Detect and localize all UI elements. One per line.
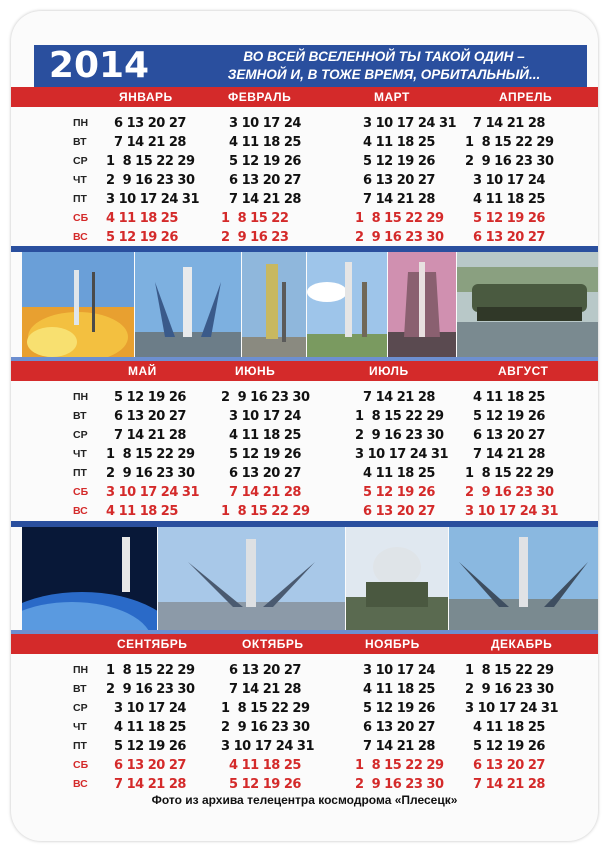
calendar-dates: 4 11 18 25 <box>221 428 301 443</box>
calendar-dates: 2 9 16 23 30 <box>221 390 310 405</box>
calendar-dates: 3 10 17 24 <box>221 116 301 131</box>
calendar-dates: 3 10 17 24 31 <box>106 192 200 207</box>
calendar-dates: 2 9 16 23 30 <box>355 428 444 443</box>
calendar-dates: 6 13 20 27 <box>355 504 435 519</box>
earth-rocket-photo <box>22 527 157 632</box>
service-tower-photo <box>388 252 456 357</box>
day-name: ПТ <box>73 193 87 205</box>
day-name: ВТ <box>73 683 87 695</box>
day-name: ВС <box>73 505 88 517</box>
calendar-dates: 6 13 20 27 <box>106 758 186 773</box>
calendar-dates: 7 14 21 28 <box>221 485 301 500</box>
day-name: ПН <box>73 664 89 676</box>
month-name: МАРТ <box>374 90 410 104</box>
calendar-dates: 4 11 18 25 <box>465 192 545 207</box>
calendar-dates: 7 14 21 28 <box>465 116 545 131</box>
month-name: АВГУСТ <box>498 364 549 378</box>
month-name: ФЕВРАЛЬ <box>228 90 292 104</box>
calendar-dates: 2 9 16 23 30 <box>106 682 195 697</box>
calendar-dates: 2 9 16 23 30 <box>465 485 554 500</box>
calendar-dates: 6 13 20 27 <box>221 173 301 188</box>
month-name: ОКТЯБРЬ <box>242 637 304 651</box>
day-name: СБ <box>73 212 89 224</box>
calendar-dates: 4 11 18 25 <box>221 758 301 773</box>
day-name: ЧТ <box>73 448 87 460</box>
calendar-dates: 4 11 18 25 <box>355 466 435 481</box>
month-name: СЕНТЯБРЬ <box>117 637 188 651</box>
calendar-dates: 5 12 19 26 <box>465 409 545 424</box>
calendar-dates: 6 13 20 27 <box>465 758 545 773</box>
launch-pad-photo <box>135 252 241 357</box>
month-name: ИЮНЬ <box>235 364 276 378</box>
photo-strip-1 <box>22 252 598 357</box>
pad-tower-photo <box>449 527 598 632</box>
calendar-dates: 2 9 16 23 30 <box>355 230 444 245</box>
calendar-dates: 6 13 20 27 <box>221 466 301 481</box>
calendar-dates: 6 13 20 27 <box>221 663 301 678</box>
calendar-dates: 2 9 16 23 30 <box>106 466 195 481</box>
calendar-dates: 1 8 15 22 <box>221 211 289 226</box>
calendar-dates: 1 8 15 22 29 <box>465 466 554 481</box>
calendar-dates: 4 11 18 25 <box>465 720 545 735</box>
calendar-dates: 5 12 19 26 <box>355 701 435 716</box>
day-name: ПН <box>73 391 89 403</box>
month-name: МАЙ <box>128 364 157 378</box>
calendar-dates: 1 8 15 22 29 <box>221 504 310 519</box>
day-name: ВС <box>73 778 88 790</box>
day-name: СР <box>73 429 88 441</box>
year-label: 2014 <box>48 45 150 86</box>
calendar-dates: 6 13 20 27 <box>355 173 435 188</box>
calendar-dates: 1 8 15 22 29 <box>106 447 195 462</box>
calendar-dates: 7 14 21 28 <box>355 390 435 405</box>
launch-complex-photo <box>158 527 345 632</box>
day-name: СР <box>73 155 88 167</box>
slogan-line-1: ВО ВСЕЙ ВСЕЛЕННОЙ ТЫ ТАКОЙ ОДИН – <box>243 49 525 64</box>
calendar-dates: 3 10 17 24 31 <box>465 701 559 716</box>
calendar-dates: 7 14 21 28 <box>355 739 435 754</box>
calendar-dates: 4 11 18 25 <box>221 135 301 150</box>
calendar-dates: 7 14 21 28 <box>106 428 186 443</box>
calendar-dates: 2 9 16 23 30 <box>221 720 310 735</box>
calendar-dates: 5 12 19 26 <box>221 447 301 462</box>
calendar-dates: 7 14 21 28 <box>355 192 435 207</box>
calendar-dates: 1 8 15 22 29 <box>106 663 195 678</box>
month-bar-q2 <box>11 361 598 381</box>
calendar-dates: 5 12 19 26 <box>221 154 301 169</box>
calendar-dates: 6 13 20 27 <box>465 428 545 443</box>
calendar-dates: 7 14 21 28 <box>106 135 186 150</box>
day-name: СБ <box>73 486 89 498</box>
rocket-launch-photo <box>22 252 134 357</box>
slogan <box>184 48 584 84</box>
day-name: ЧТ <box>73 721 87 733</box>
calendar-dates: 2 9 16 23 <box>221 230 289 245</box>
month-bar-q3 <box>11 634 598 654</box>
calendar-dates: 7 14 21 28 <box>465 777 545 792</box>
calendar-dates: 4 11 18 25 <box>465 390 545 405</box>
calendar-dates: 1 8 15 22 29 <box>355 409 444 424</box>
day-name: ПТ <box>73 740 87 752</box>
calendar-dates: 5 12 19 26 <box>221 777 301 792</box>
calendar-dates: 1 8 15 22 29 <box>106 154 195 169</box>
calendar-dates: 3 10 17 24 <box>106 701 186 716</box>
calendar-dates: 7 14 21 28 <box>221 682 301 697</box>
calendar-dates: 6 13 20 27 <box>106 116 186 131</box>
calendar-dates: 6 13 20 27 <box>106 409 186 424</box>
calendar-dates: 1 8 15 22 29 <box>465 135 554 150</box>
calendar-dates: 4 11 18 25 <box>355 135 435 150</box>
month-name: ЯНВАРЬ <box>119 90 173 104</box>
day-name: СР <box>73 702 88 714</box>
missile-launcher-photo <box>346 527 448 632</box>
header-banner <box>34 45 587 87</box>
calendar-dates: 5 12 19 26 <box>355 154 435 169</box>
calendar-dates: 3 10 17 24 31 <box>106 485 200 500</box>
slogan-line-2: ЗЕМНОЙ И, В ТОЖЕ ВРЕМЯ, ОРБИТАЛЬНЫЙ... <box>227 67 541 82</box>
calendar-dates: 5 12 19 26 <box>106 390 186 405</box>
calendar-dates: 2 9 16 23 30 <box>355 777 444 792</box>
day-name: ПН <box>73 117 89 129</box>
rocket-on-pad-photo <box>242 252 306 357</box>
day-name: ВТ <box>73 410 87 422</box>
rocket-tower-photo <box>307 252 387 357</box>
day-name: СБ <box>73 759 89 771</box>
calendar-dates: 5 12 19 26 <box>106 739 186 754</box>
calendar-dates: 6 13 20 27 <box>465 230 545 245</box>
calendar-dates: 6 13 20 27 <box>355 720 435 735</box>
month-name: АПРЕЛЬ <box>499 90 553 104</box>
calendar-dates: 2 9 16 23 30 <box>465 154 554 169</box>
calendar-dates: 5 12 19 26 <box>465 211 545 226</box>
calendar-dates: 5 12 19 26 <box>465 739 545 754</box>
calendar-dates: 7 14 21 28 <box>106 777 186 792</box>
calendar-dates: 5 12 19 26 <box>106 230 178 245</box>
day-name: ЧТ <box>73 174 87 186</box>
calendar-dates: 3 10 17 24 <box>221 409 301 424</box>
month-name: НОЯБРЬ <box>365 637 420 651</box>
calendar-dates: 3 10 17 24 <box>465 173 545 188</box>
calendar-dates: 7 14 21 28 <box>221 192 301 207</box>
day-name: ВТ <box>73 136 87 148</box>
photo-strip-2 <box>22 527 598 632</box>
calendar-dates: 3 10 17 24 31 <box>355 116 457 131</box>
calendar-dates: 3 10 17 24 31 <box>355 447 449 462</box>
month-bar-q1 <box>11 87 598 107</box>
calendar-dates: 3 10 17 24 31 <box>221 739 315 754</box>
calendar-dates: 5 12 19 26 <box>355 485 435 500</box>
missile-truck-photo <box>457 252 598 357</box>
calendar-dates: 4 11 18 25 <box>106 720 186 735</box>
day-name: ПТ <box>73 467 87 479</box>
month-name: ДЕКАБРЬ <box>491 637 553 651</box>
calendar-dates: 4 11 18 25 <box>106 504 178 519</box>
calendar-dates: 4 11 18 25 <box>355 682 435 697</box>
calendar-dates: 1 8 15 22 29 <box>355 211 444 226</box>
calendar-dates: 3 10 17 24 31 <box>465 504 559 519</box>
calendar-dates: 2 9 16 23 30 <box>106 173 195 188</box>
calendar-dates: 2 9 16 23 30 <box>465 682 554 697</box>
month-name: ИЮЛЬ <box>369 364 409 378</box>
calendar-dates: 1 8 15 22 29 <box>221 701 310 716</box>
photo-credit: Фото из архива телецентра космодрома «Плесецк» <box>151 793 458 807</box>
calendar-dates: 3 10 17 24 <box>355 663 435 678</box>
day-name: ВС <box>73 231 88 243</box>
calendar-dates: 1 8 15 22 29 <box>355 758 444 773</box>
calendar-dates: 1 8 15 22 29 <box>465 663 554 678</box>
calendar-dates: 7 14 21 28 <box>465 447 545 462</box>
calendar-dates: 4 11 18 25 <box>106 211 178 226</box>
